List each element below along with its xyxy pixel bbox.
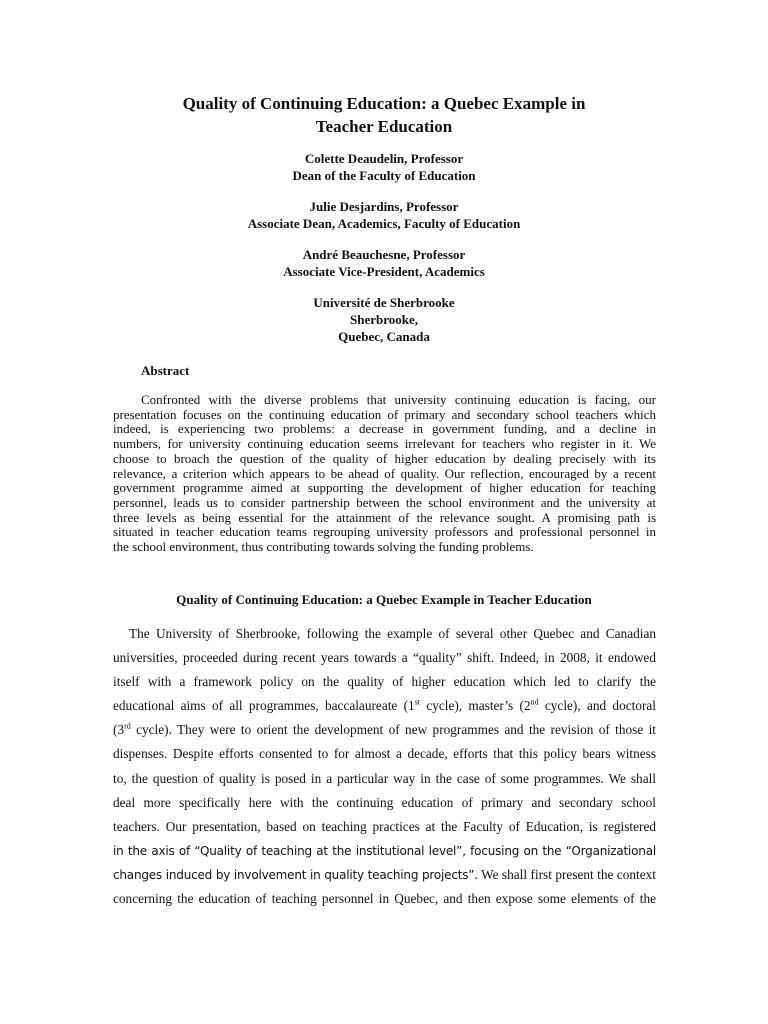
paper-title-line-1: Quality of Continuing Education: a Quebec Example in [182,94,586,113]
body-line: The University of Sherbrooke, following the example of several other Quebec and Canadian [129,626,656,641]
body-line: deal more specifically here with the continuing education of primary and secondary school [113,794,656,810]
body-line: universities, proceeded during recent years towards a “quality” shift. Indeed, in 2008, it endowed [113,650,656,666]
paper-title-line-2: Teacher Education [315,117,453,136]
abstract-line: choose to broach the question of the quality of higher education by dealing precisely with its [113,450,656,466]
paper-title [0,92,768,138]
author-2 [0,198,768,232]
abstract-line: personnel, leads us to consider partnership between the school environment and the university at [113,494,656,510]
author-3 [0,246,768,280]
affiliation-city: Sherbrooke, [349,312,418,327]
body-line: teachers. Our presentation, based on teaching practices at the Faculty of Education, is registered [113,818,656,834]
abstract-line: relevance, a criterion which appears to be ahead of quality. Our reflection, encouraged by a recent [113,465,656,481]
abstract-line: Confronted with the diverse problems that university continuing education is facing, our [141,392,656,407]
abstract-line: presentation focuses on the continuing education of primary and secondary school teachers which [113,406,656,422]
superscript: rd [124,721,131,731]
body-line: to, the question of quality is posed in a particular way in the case of some programmes. We shall [113,770,656,786]
author-role: Associate Dean, Academics, Faculty of Education [247,216,521,231]
body-line [113,863,656,887]
abstract-body [113,393,656,555]
abstract-line: government programme aimed at supporting the development of higher education for teaching [113,480,656,496]
author-1 [0,150,768,184]
author-name: André Beauchesne, Professor [302,247,466,262]
abstract-line: numbers, for university continuing education seems irrelevant for teachers who register in it. We [113,436,656,452]
body-line [113,718,656,742]
body-text-fragment: changes induced by involvement in quality teaching projects”. [113,867,478,882]
body-line: in the axis of “Quality of teaching at the institutional level”, focusing on the “Organizational [113,843,656,858]
affiliation [0,294,768,345]
author-list [0,150,768,359]
abstract-line: three levels as being essential for the attainment of the relevance sought. A promising path is [113,509,656,525]
abstract-line: situated in teacher education teams regrouping university professors and professional personnel in [113,524,656,540]
abstract-heading: Abstract [141,363,190,378]
author-role: Associate Vice-President, Academics [283,264,485,279]
author-name: Colette Deaudelin, Professor [304,151,464,166]
author-role: Dean of the Faculty of Education [292,168,476,183]
body-line: concerning the education of teaching personnel in Quebec, and then expose some elements of the [113,891,656,907]
body-text-fragment: educational aims of all programmes, baccalaureate (1 [113,698,415,714]
body-text-fragment: cycle), master’s (2 [420,698,531,714]
body-line [113,694,656,718]
section-heading: Quality of Continuing Education: a Quebec Example in Teacher Education [176,592,592,607]
abstract-line: the school environment, thus contributing towards solving the funding problems. [113,539,534,555]
abstract-line: indeed, is experiencing two problems: a decrease in government funding, and a decline in [113,421,656,437]
body-text-fragment: cycle). They were to orient the development of new programmes and the revision of those it [130,722,656,738]
affiliation-region: Quebec, Canada [338,329,430,344]
section-body [113,622,656,911]
body-text-fragment: We shall first present the context [477,866,656,882]
body-text-fragment: cycle), and doctoral [538,698,657,714]
body-line: itself with a framework policy on the quality of higher education which led to clarify the [113,674,656,690]
superscript: st [414,697,421,707]
body-line: dispenses. Despite efforts consented to for almost a decade, efforts that this policy bears witness [113,746,656,762]
author-name: Julie Desjardins, Professor [309,199,459,214]
affiliation-university: Université de Sherbrooke [313,295,455,310]
superscript: nd [530,697,539,707]
body-text-fragment: (3 [113,722,125,738]
